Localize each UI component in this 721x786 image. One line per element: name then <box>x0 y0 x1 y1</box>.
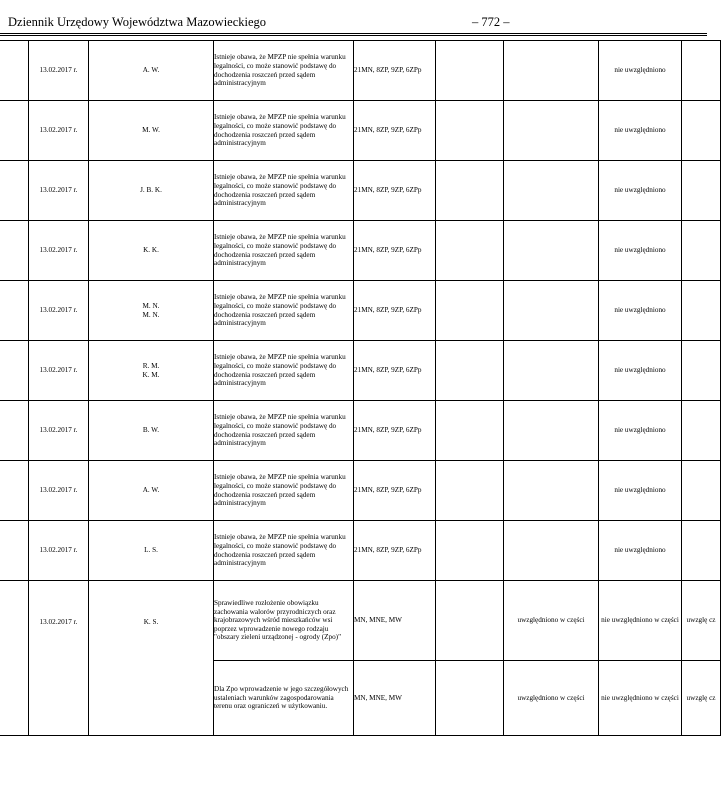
remark-content: Istnieje obawa, że MPZP nie spełnia warunku legalności, co może stanowić podstawę do dochodzenia roszczeń przed sądem administracyjnym <box>214 521 354 581</box>
col-6 <box>436 661 504 736</box>
row-number <box>0 161 29 221</box>
table-row <box>0 101 721 161</box>
remark-content: Istnieje obawa, że MPZP nie spełnia warunku legalności, co może stanowić podstawę do dochodzenia roszczeń przed sądem administracyjnym <box>214 281 354 341</box>
submission-date: 13.02.2017 r. <box>29 41 89 101</box>
page-number: – 772 – <box>472 15 510 29</box>
submitter-name: A. W. <box>142 66 160 75</box>
resolution-status: nie uwzględniono w części <box>599 581 682 661</box>
submitter-name: K. M. <box>142 370 160 379</box>
table-row <box>0 581 721 661</box>
col-9 <box>682 101 721 161</box>
submission-date: 13.02.2017 r. <box>29 461 89 521</box>
header-rule-2 <box>0 35 707 36</box>
remark-content: Istnieje obawa, że MPZP nie spełnia warunku legalności, co może stanowić podstawę do dochodzenia roszczeń przed sądem administracyjnym <box>214 401 354 461</box>
table-row <box>0 401 721 461</box>
table-row <box>0 281 721 341</box>
col-9 <box>682 41 721 101</box>
col-6 <box>436 161 504 221</box>
remark-content: Sprawiedliwe rozłożenie obowiązku zachowania walorów przyrodniczych oraz krajobrazowych wśród mieszkańców wsi poprzez wprowadzenie nowego rodzaju "obszary zieleni urządzonej - ogrody (Zpo)" <box>214 581 354 661</box>
remark-content: Istnieje obawa, że MPZP nie spełnia warunku legalności, co może stanowić podstawę do dochodzenia roszczeń przed sądem administracyjnym <box>214 161 354 221</box>
resolution-status: nie uwzględniono w części <box>599 661 682 736</box>
resolution-status: nie uwzględniono <box>599 521 682 581</box>
area-symbols: 21MN, 8ZP, 9ZP, 6ZPp <box>354 101 436 161</box>
row-number <box>0 41 29 101</box>
remark-content: Istnieje obawa, że MPZP nie spełnia warunku legalności, co może stanowić podstawę do dochodzenia roszczeń przed sądem administracyjnym <box>214 341 354 401</box>
resolution-status: nie uwzględniono <box>599 401 682 461</box>
col-6 <box>436 281 504 341</box>
row-number <box>0 461 29 521</box>
remark-content: Istnieje obawa, że MPZP nie spełnia warunku legalności, co może stanowić podstawę do dochodzenia roszczeń przed sądem administracyjnym <box>214 101 354 161</box>
journal-title: Dziennik Urzędowy Województwa Mazowieckiego <box>8 15 267 29</box>
col-9 <box>682 281 721 341</box>
submitter-name: L. S. <box>144 546 158 555</box>
submitter <box>89 401 214 461</box>
col-6 <box>436 581 504 661</box>
submission-date: 13.02.2017 r. <box>29 581 89 736</box>
row-number <box>0 401 29 461</box>
header-rule <box>0 33 707 34</box>
table-row <box>0 341 721 401</box>
area-symbols: 21MN, 8ZP, 9ZP, 6ZPp <box>354 521 436 581</box>
col-9 <box>682 401 721 461</box>
submitter <box>89 281 214 341</box>
area-symbols: 21MN, 8ZP, 9ZP, 6ZPp <box>354 221 436 281</box>
col-7: uwzględniono w części <box>504 661 599 736</box>
submitter-name: K. K. <box>143 246 159 255</box>
col-6 <box>436 41 504 101</box>
col-9: uwzglę cz <box>682 581 721 661</box>
table-body <box>0 41 721 736</box>
submitter-name: J. B. K. <box>140 186 162 195</box>
submitter <box>89 341 214 401</box>
submitter <box>89 521 214 581</box>
resolution-status: nie uwzględniono <box>599 41 682 101</box>
col-9 <box>682 221 721 281</box>
area-symbols: 21MN, 8ZP, 9ZP, 6ZPp <box>354 341 436 401</box>
submission-date: 13.02.2017 r. <box>29 161 89 221</box>
row-number <box>0 281 29 341</box>
resolution-status: nie uwzględniono <box>599 221 682 281</box>
submitter-name: R. M. <box>142 361 160 370</box>
area-symbols: 21MN, 8ZP, 9ZP, 6ZPp <box>354 41 436 101</box>
resolution-status: nie uwzględniono <box>599 281 682 341</box>
resolution-status: nie uwzględniono <box>599 101 682 161</box>
col-7 <box>504 341 599 401</box>
remark-content: Istnieje obawa, że MPZP nie spełnia warunku legalności, co może stanowić podstawę do dochodzenia roszczeń przed sądem administracyjnym <box>214 221 354 281</box>
table-row <box>0 161 721 221</box>
col-9 <box>682 161 721 221</box>
row-number <box>0 581 29 736</box>
submitter-name: M. N. <box>142 301 160 310</box>
submission-date: 13.02.2017 r. <box>29 341 89 401</box>
submission-date: 13.02.2017 r. <box>29 401 89 461</box>
col-7 <box>504 521 599 581</box>
col-9 <box>682 461 721 521</box>
col-7 <box>504 161 599 221</box>
col-7 <box>504 41 599 101</box>
area-symbols: 21MN, 8ZP, 9ZP, 6ZPp <box>354 161 436 221</box>
area-symbols: 21MN, 8ZP, 9ZP, 6ZPp <box>354 281 436 341</box>
submitter <box>89 221 214 281</box>
col-6 <box>436 221 504 281</box>
resolution-status: nie uwzględniono <box>599 461 682 521</box>
area-symbols: MN, MNE, MW <box>354 581 436 661</box>
remark-content: Istnieje obawa, że MPZP nie spełnia warunku legalności, co może stanowić podstawę do dochodzenia roszczeń przed sądem administracyjnym <box>214 461 354 521</box>
resolution-status: nie uwzględniono <box>599 341 682 401</box>
col-9: uwzglę cz <box>682 661 721 736</box>
col-6 <box>436 461 504 521</box>
table-row <box>0 461 721 521</box>
area-symbols: 21MN, 8ZP, 9ZP, 6ZPp <box>354 401 436 461</box>
col-7 <box>504 461 599 521</box>
submission-date: 13.02.2017 r. <box>29 281 89 341</box>
submitter <box>89 161 214 221</box>
page-header <box>0 14 707 36</box>
remarks-table <box>0 40 721 736</box>
submitter-name: M. W. <box>142 126 160 135</box>
submitter: K. S. <box>89 581 214 736</box>
col-6 <box>436 401 504 461</box>
submitter-name: M. N. <box>142 310 160 319</box>
row-number <box>0 101 29 161</box>
area-symbols: MN, MNE, MW <box>354 661 436 736</box>
row-number <box>0 341 29 401</box>
col-9 <box>682 521 721 581</box>
submitter <box>89 461 214 521</box>
col-7 <box>504 101 599 161</box>
submitter-name: B. W. <box>142 426 160 435</box>
col-6 <box>436 521 504 581</box>
col-9 <box>682 341 721 401</box>
table-row <box>0 521 721 581</box>
col-6 <box>436 101 504 161</box>
col-7 <box>504 401 599 461</box>
submitter <box>89 41 214 101</box>
submission-date: 13.02.2017 r. <box>29 101 89 161</box>
remark-content: Istnieje obawa, że MPZP nie spełnia warunku legalności, co może stanowić podstawę do dochodzenia roszczeń przed sądem administracyjnym <box>214 41 354 101</box>
col-6 <box>436 341 504 401</box>
table-row <box>0 41 721 101</box>
table-row <box>0 221 721 281</box>
row-number <box>0 221 29 281</box>
submitter <box>89 101 214 161</box>
col-7: uwzględniono w części <box>504 581 599 661</box>
submitter-name: A. W. <box>142 486 160 495</box>
col-7 <box>504 281 599 341</box>
row-number <box>0 521 29 581</box>
area-symbols: 21MN, 8ZP, 9ZP, 6ZPp <box>354 461 436 521</box>
submission-date: 13.02.2017 r. <box>29 521 89 581</box>
col-7 <box>504 221 599 281</box>
resolution-status: nie uwzględniono <box>599 161 682 221</box>
submission-date: 13.02.2017 r. <box>29 221 89 281</box>
remark-content: Dla Zpo wprowadzenie w jego szczegółowych ustaleniach warunków zagospodarowania terenu oraz ograniczeń w użytkowaniu. <box>214 661 354 736</box>
